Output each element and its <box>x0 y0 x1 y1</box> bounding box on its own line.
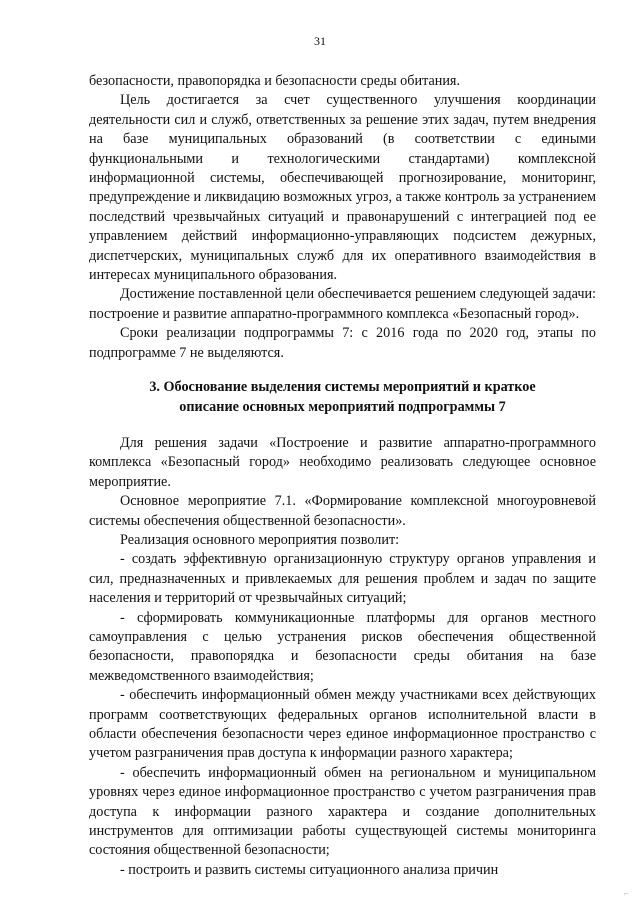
paragraph: Реализация основного мероприятия позволит: <box>120 531 400 548</box>
paragraph: Для решения задачи «Построение и развитие аппаратно-программного комплекса «Безопасный город» необходимо реализовать следующее основное мероприятие. <box>89 434 596 490</box>
list-item: - построить и развить системы ситуационного анализа причин <box>120 861 499 878</box>
paragraph: Основное мероприятие 7.1. «Формирование комплексной многоуровневой системы обеспечения общественной безопасности». <box>89 493 596 529</box>
section-heading <box>89 378 596 417</box>
paragraph: Достижение поставленной цели обеспечивается решением следующей задачи: построение и развитие аппаратно-программного комплекса «Безопасный город». <box>89 286 596 322</box>
list-item: - обеспечить информационный обмен на региональном и муниципальном уровнях через единое информационное пространство с учетом разграничения прав доступа к информации разного характера и создание дополнительных инструментов для оптимизации работы существующей системы мониторинга состояния общественной безопасности; <box>89 764 596 859</box>
document-body <box>89 72 596 880</box>
section-heading-line: описание основных мероприятий подпрограммы 7 <box>179 398 506 415</box>
paragraph: Цель достигается за счет существенного улучшения координации деятельности сил и служб, ответственных за решение этих задач, путем внедрения на базе муниципальных образований (в соответствии с едиными функциональными и технологическими стандартами) комплексной информационной системы, обеспечивающей прогнозирование, мониторинг, предупреждение и ликвидацию возможных угроз, а также контроль за устранением последствий чрезвычайных ситуаций и правонарушений с интеграцией под ее управлением действий информационно-управляющих подсистем дежурных, диспетчерских, муниципальных служб для их оперативного взаимодействия в интересах муниципального образования. <box>89 92 596 284</box>
list-item: - создать эффективную организационную структуру органов управления и сил, предназначенных и привлекаемых для решения проблем и задач по защите населения и территорий от чрезвычайных ситуаций; <box>89 551 596 607</box>
paragraph: безопасности, правопорядка и безопасности среды обитания. <box>89 73 461 89</box>
paragraph: Сроки реализации подпрограммы 7: с 2016 года по 2020 год, этапы по подпрограмме 7 не выделяются. <box>89 325 596 361</box>
section-heading-line: 3. Обоснование выделения системы мероприятий и краткое <box>149 379 536 396</box>
page-number: 31 <box>314 34 326 48</box>
scan-corner-mark-icon: ⌐ <box>624 889 629 898</box>
list-item: - сформировать коммуникационные платформы для органов местного самоуправления с целью устранения рисков обеспечения общественной безопасности, правопорядка и безопасности среды обитания на базе межведомственного взаимодействия; <box>89 609 596 684</box>
list-item: - обеспечить информационный обмен между участниками всех действующих программ соответствующих федеральных органов исполнительной власти в области обеспечения безопасности через единое информационное пространство с учетом разграничения прав доступа к информации разного характера; <box>89 687 596 762</box>
